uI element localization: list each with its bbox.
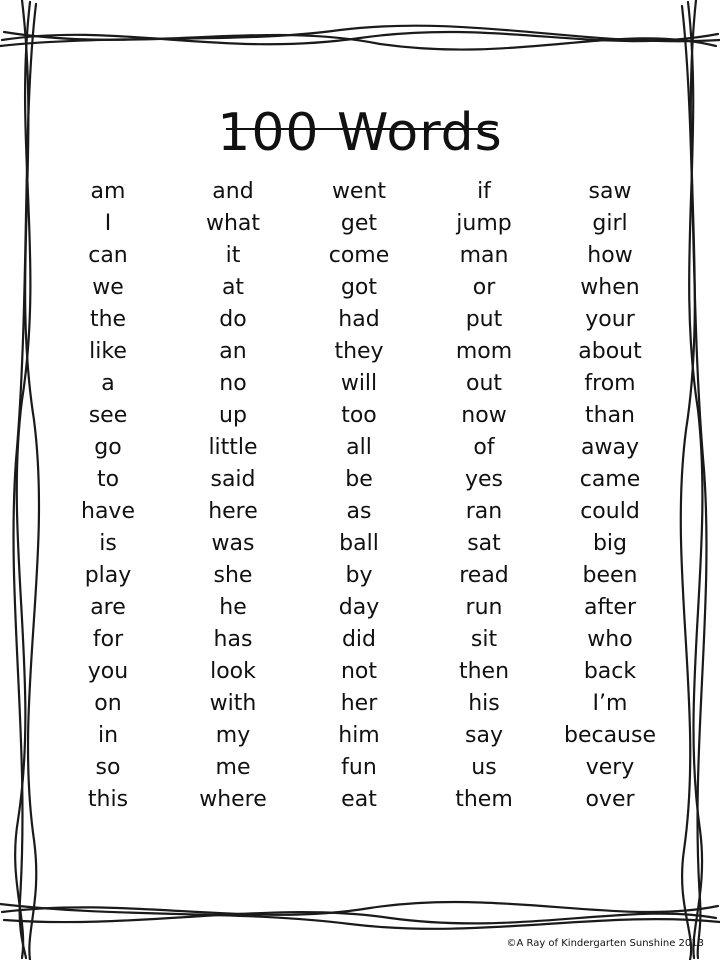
sight-word: put: [465, 307, 503, 332]
sight-word: ball: [339, 531, 379, 556]
sight-word: on: [94, 691, 122, 716]
sight-word: they: [334, 339, 384, 364]
sight-word: at: [221, 275, 245, 300]
sight-word: could: [580, 499, 640, 524]
sight-word: do: [219, 307, 247, 332]
sight-word: day: [338, 595, 380, 620]
sight-word: mom: [455, 339, 513, 364]
sight-word: saw: [588, 179, 632, 204]
sight-word: I’m: [592, 691, 628, 716]
sight-word: him: [338, 723, 380, 748]
sight-word: like: [89, 339, 127, 364]
sight-word: when: [580, 275, 640, 300]
sight-word: play: [84, 563, 132, 588]
sight-word: said: [210, 467, 256, 492]
sight-word: so: [95, 755, 121, 780]
sight-word: say: [465, 723, 503, 748]
sight-word: fun: [341, 755, 377, 780]
sight-word: we: [92, 275, 124, 300]
sight-word: an: [219, 339, 247, 364]
sight-word: little: [208, 435, 258, 460]
sight-word: me: [215, 755, 251, 780]
sight-word: be: [345, 467, 373, 492]
sight-word: he: [219, 595, 247, 620]
sight-word: she: [213, 563, 253, 588]
sight-word: from: [584, 371, 636, 396]
sight-word: because: [563, 723, 657, 748]
sight-word: to: [96, 467, 120, 492]
sight-word: came: [579, 467, 641, 492]
sight-word: eat: [341, 787, 377, 812]
sight-word: ran: [465, 499, 503, 524]
sight-word: very: [585, 755, 635, 780]
sight-word: back: [583, 659, 637, 684]
page-title: 100 Words: [217, 102, 503, 163]
sight-word: then: [458, 659, 510, 684]
sight-word: had: [338, 307, 380, 332]
sight-word: not: [340, 659, 378, 684]
sight-word: have: [81, 499, 135, 524]
sight-word: man: [459, 243, 509, 268]
sight-word: sit: [470, 627, 498, 652]
sight-word: his: [468, 691, 500, 716]
sight-word: come: [328, 243, 390, 268]
sight-word: who: [587, 627, 633, 652]
sight-word: see: [88, 403, 128, 428]
copyright-credit: ©A Ray of Kindergarten Sunshine 2013: [506, 938, 704, 949]
sight-word: away: [581, 435, 639, 460]
sight-word: run: [465, 595, 503, 620]
sight-word: by: [345, 563, 373, 588]
sight-word: get: [340, 211, 378, 236]
sight-word: it: [225, 243, 241, 268]
sight-word: can: [88, 243, 128, 268]
sight-word: am: [90, 179, 126, 204]
sight-word: her: [340, 691, 378, 716]
sight-word: been: [582, 563, 638, 588]
word-column-2: [163, 176, 303, 816]
word-column-1: [38, 176, 178, 816]
word-column-5: [540, 176, 680, 816]
sight-word: are: [90, 595, 126, 620]
sight-word: my: [215, 723, 251, 748]
sight-word: was: [211, 531, 255, 556]
border-bottom-line: [4, 912, 716, 923]
sight-word: here: [208, 499, 258, 524]
sight-word: did: [341, 627, 377, 652]
word-column-3: [289, 176, 429, 816]
word-column-4: [414, 176, 554, 816]
sight-word: where: [199, 787, 267, 812]
sight-word: sat: [467, 531, 501, 556]
sight-word: will: [340, 371, 378, 396]
sight-word: them: [455, 787, 513, 812]
sight-word: girl: [592, 211, 628, 236]
sight-word: you: [87, 659, 129, 684]
sight-word: what: [205, 211, 261, 236]
sight-word: up: [219, 403, 247, 428]
sight-word: big: [592, 531, 628, 556]
sight-word: in: [97, 723, 119, 748]
sight-word: went: [331, 179, 387, 204]
sight-word: of: [473, 435, 495, 460]
sight-word: has: [213, 627, 253, 652]
sight-word: jump: [456, 211, 512, 236]
sight-word: or: [472, 275, 496, 300]
sight-word: how: [587, 243, 633, 268]
sight-word: us: [471, 755, 497, 780]
sight-word: the: [89, 307, 127, 332]
sight-word: yes: [464, 467, 504, 492]
sight-word: go: [94, 435, 122, 460]
sight-word: too: [341, 403, 377, 428]
sight-word: your: [585, 307, 635, 332]
sight-word: after: [583, 595, 637, 620]
sight-word: than: [585, 403, 635, 428]
sight-word: all: [346, 435, 372, 460]
sight-word: no: [219, 371, 247, 396]
sight-word: with: [209, 691, 257, 716]
sight-word: a: [101, 371, 115, 396]
sight-word: about: [578, 339, 642, 364]
sight-word: for: [92, 627, 124, 652]
sight-word: over: [585, 787, 635, 812]
sight-word: out: [465, 371, 503, 396]
sight-word: got: [340, 275, 378, 300]
sight-word: if: [477, 179, 491, 204]
sight-word: look: [210, 659, 256, 684]
sight-word: I: [104, 211, 112, 236]
sight-word: is: [99, 531, 117, 556]
sight-word: this: [87, 787, 129, 812]
sight-word: read: [459, 563, 509, 588]
sight-word: now: [461, 403, 507, 428]
sight-word: and: [212, 179, 254, 204]
title-underline: [226, 128, 496, 130]
sight-word: as: [346, 499, 372, 524]
